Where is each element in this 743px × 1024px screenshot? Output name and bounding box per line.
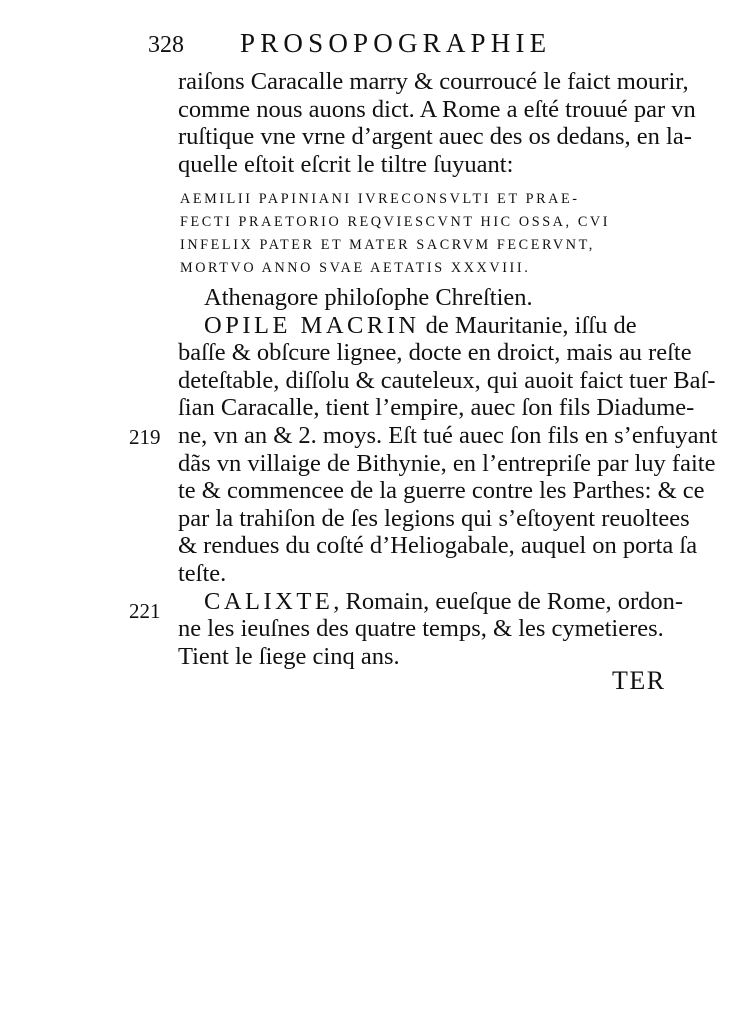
- opile-name: OPILE MACRIN: [204, 311, 420, 339]
- text-line: ſian Caracalle, tient l’empire, auec ſon fils Diadume-: [178, 394, 695, 422]
- margin-year-note: 219: [129, 425, 161, 449]
- inscription-line: FECTI PRAETORIO REQVIESCVNT HIC OSSA, CVI: [180, 214, 611, 230]
- text-line: quelle eſtoit eſcrit le tiltre ſuyuant:: [178, 150, 514, 178]
- opile-first-line-rest: de Mauritanie, iſſu de: [419, 311, 637, 339]
- text-line: & rendues du coſté d’Heliogabale, auquel on porta ſa: [178, 532, 698, 560]
- text-line: dãs vn villaige de Bithynie, en l’entrepriſe par luy faite: [178, 449, 716, 477]
- calixte-first-line-rest: , Romain, eueſque de Rome, ordon-: [333, 587, 684, 615]
- inscription-line: AEMILII PAPINIANI IVRECONSVLTI ET PRAE-: [180, 191, 580, 207]
- latin-inscription: [180, 188, 650, 280]
- main-text: [178, 284, 718, 670]
- text-line: baſſe & obſcure lignee, docte en droict, mais au reſte: [178, 339, 692, 367]
- text-line: comme nous auons dict. A Rome a eſté trouué par vn: [178, 95, 696, 123]
- text-line: ne, vn an & 2. moys. Eſt tué auec ſon fils en s’enfuyant: [178, 421, 718, 449]
- inscription-line: MORTVO ANNO SVAE AETATIS XXXVIII.: [180, 260, 531, 276]
- top-paragraph: [178, 68, 696, 178]
- inscription-line: INFELIX PATER ET MATER SACRVM FECERVNT,: [180, 237, 595, 253]
- athenagore-entry: Athenagore philoſophe Chreſtien.: [204, 284, 533, 311]
- text-line: ne les ieuſnes des quatre temps, & les cymetieres.: [178, 615, 664, 643]
- catchword: TER: [612, 666, 666, 695]
- text-line: deteſtable, diſſolu & cauteleux, qui auoit faict tuer Baſ-: [178, 366, 716, 394]
- text-line: ruſtique vne vrne d’argent auec des os dedans, en la-: [178, 123, 692, 151]
- text-line: te & commencee de la guerre contre les Parthes: & ce: [178, 477, 705, 505]
- text-line: teſte.: [178, 559, 227, 587]
- calixte-name: CALIXTE: [204, 587, 334, 615]
- margin-year-note: 221: [129, 599, 161, 623]
- text-line: raiſons Caracalle marry & courroucé le faict mourir,: [178, 68, 689, 95]
- page-number: 328: [148, 32, 184, 58]
- text-line: Tient le ſiege cinq ans.: [178, 642, 400, 670]
- calixte-entry-first-line: [178, 587, 684, 616]
- page-header: [148, 26, 668, 66]
- running-head: PROSOPOGRAPHIE: [240, 28, 552, 58]
- opile-entry-first-line: [178, 312, 668, 340]
- text-line: par la trahiſon de ſes legions qui s’eſtoyent reuoltees: [178, 504, 690, 532]
